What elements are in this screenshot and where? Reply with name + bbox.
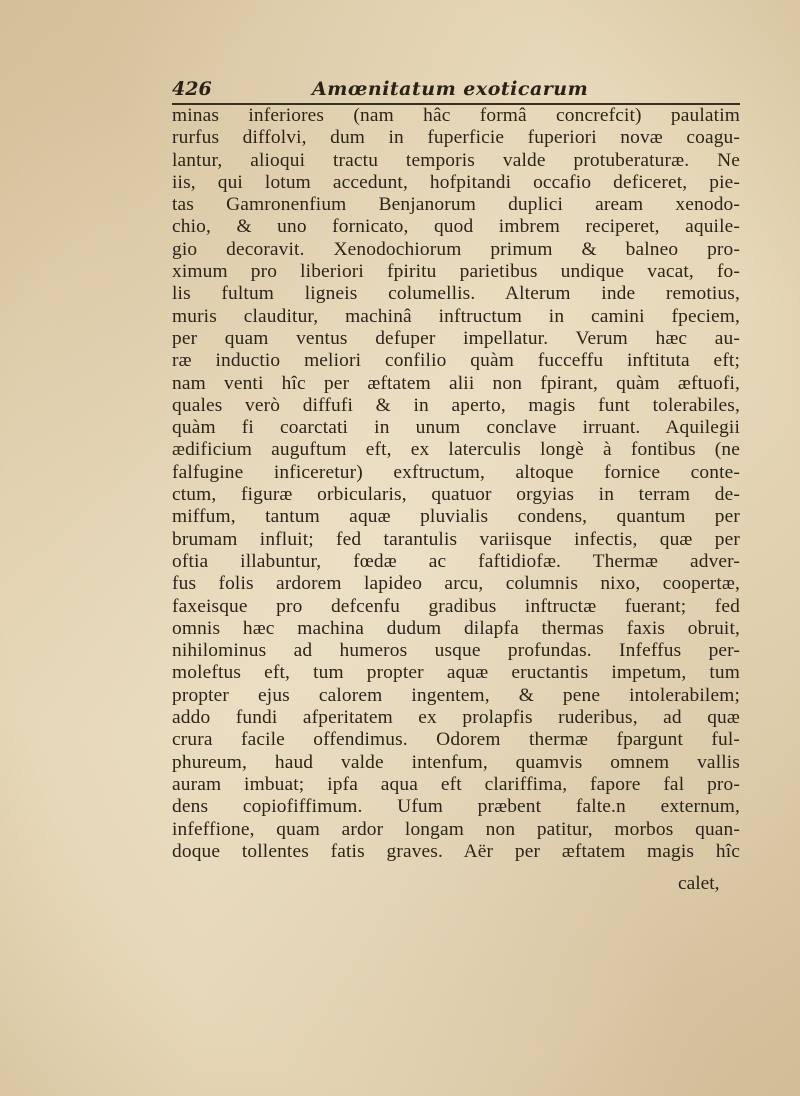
- text-line: minas inferiores (nam hâc formâ concrefcit) paulatim: [172, 105, 740, 126]
- text-line: phureum, haud valde intenfum, quamvis omnem vallis: [172, 751, 740, 773]
- text-line: brumam influit; fed tarantulis variisque infectis, quæ per: [172, 528, 740, 550]
- text-line: nam venti hîc per æftatem alii non fpirant, quàm æftuofi,: [172, 372, 740, 394]
- body-text: [172, 105, 740, 863]
- text-line: rurfus diffolvi, dum in fuperficie fuperiori novæ coagu-: [172, 127, 740, 149]
- text-line: per quam ventus defuper impellatur. Verum hæc au-: [172, 327, 740, 349]
- text-line: lantur, alioqui tractu temporis valde protuberaturæ. Ne: [172, 149, 740, 171]
- page-header: [172, 78, 740, 102]
- text-line: lis fultum ligneis columellis. Alterum inde remotius,: [172, 283, 740, 305]
- text-line: ædificium auguftum eft, ex laterculis longè à fontibus (ne: [172, 439, 740, 461]
- text-line: doque tollentes fatis graves. Aër per æftatem magis hîc: [172, 840, 740, 862]
- text-line: fus folis ardorem lapideo arcu, columnis nixo, coopertæ,: [172, 573, 740, 595]
- page-number: 426: [172, 78, 212, 100]
- text-line: ximum pro liberiori fpiritu parietibus undique vacat, fo-: [172, 261, 740, 283]
- text-line: tas Gamronenfium Benjanorum duplici aream xenodo-: [172, 194, 740, 216]
- text-line: falfugine inficeretur) exftructum, altoque fornice conte-: [172, 461, 740, 483]
- text-line: addo fundi afperitatem ex prolapfis ruderibus, ad quæ: [172, 707, 740, 729]
- text-line: dens copiofiffimum. Ufum præbent falte.n externum,: [172, 796, 740, 818]
- text-line: ctum, figuræ orbicularis, quatuor orgyias in terram de-: [172, 484, 740, 506]
- text-line: muris clauditur, machinâ inftructum in camini fpeciem,: [172, 305, 740, 327]
- text-line: iis, qui lotum accedunt, hofpitandi occafio deficeret, pie-: [172, 171, 740, 193]
- text-line: oftia illabuntur, fœdæ ac faftidiofæ. Thermæ adver-: [172, 550, 740, 572]
- text-line: nihilominus ad humeros usque profundas. Infeffus per-: [172, 640, 740, 662]
- text-line: moleftus eft, tum propter aquæ eructantis impetum, tum: [172, 662, 740, 684]
- text-line: ræ inductio meliori confilio quàm fucceffu inftituta eft;: [172, 350, 740, 372]
- text-line: chio, & uno fornicato, quod imbrem reciperet, aquile-: [172, 216, 740, 238]
- text-line: faxeisque pro defcenfu gradibus inftructæ fuerant; fed: [172, 595, 740, 617]
- text-line: miffum, tantum aquæ pluvialis condens, quantum per: [172, 506, 740, 528]
- text-line: quàm fi coarctati in unum conclave irruant. Aquilegii: [172, 417, 740, 439]
- text-line: auram imbuat; ipfa aqua eft clariffima, fapore fal pro-: [172, 773, 740, 795]
- text-line: crura facile offendimus. Odorem thermæ fpargunt ful-: [172, 729, 740, 751]
- running-title: Amœnitatum exoticarum: [312, 78, 589, 100]
- text-line: gio decoravit. Xenodochiorum primum & balneo pro-: [172, 238, 740, 260]
- catchword: calet,: [678, 873, 720, 894]
- text-line: propter ejus calorem ingentem, & pene intolerabilem;: [172, 684, 740, 706]
- text-line: quales verò diffufi & in aperto, magis funt tolerabiles,: [172, 394, 740, 416]
- text-line: infeffione, quam ardor longam non patitur, morbos quan-: [172, 818, 740, 840]
- text-line: omnis hæc machina dudum dilapfa thermas faxis obruit,: [172, 617, 740, 639]
